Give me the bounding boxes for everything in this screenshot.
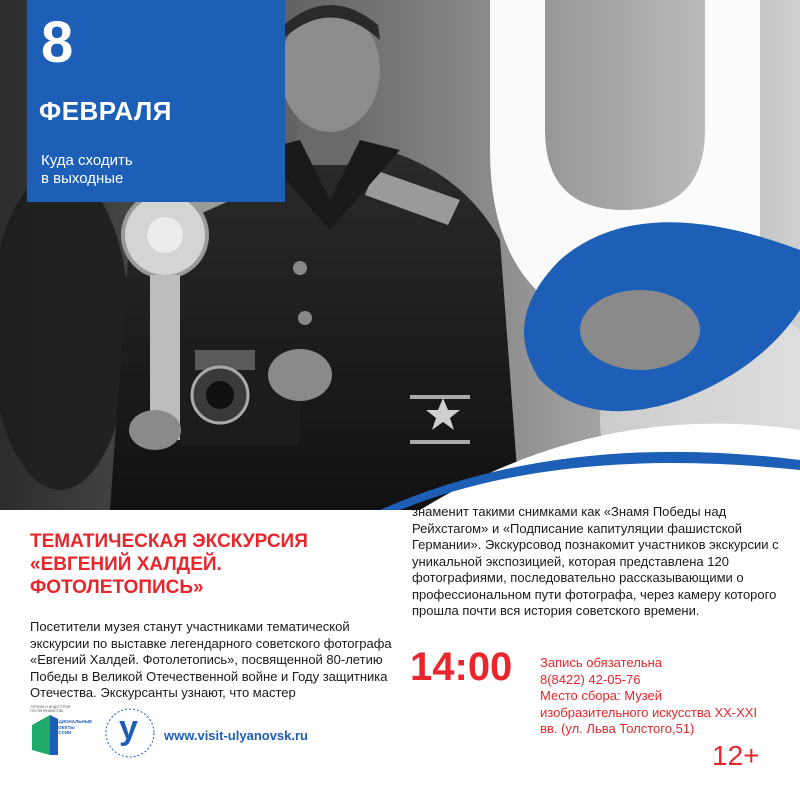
meeting-point-line3: вв. (ул. Льва Толстого,51) bbox=[540, 721, 695, 736]
national-projects-top-text: ТУРИЗМ И ИНДУСТРИЯ ГОСТЕПРИИМСТВА bbox=[30, 705, 71, 713]
date-day: 8 bbox=[41, 10, 74, 75]
event-title-line2: «ЕВГЕНИЙ ХАЛДЕЙ. bbox=[30, 554, 222, 575]
national-projects-logo bbox=[30, 705, 95, 760]
footer-logos bbox=[30, 705, 360, 765]
event-description-right: знаменит такими снимками как «Знамя Победы над Рейхстагом» и «Подписание капитуляции фашистской Германии». Экскурсовод познакомит участников экскурсии с уникальной экспозицией, которая представлена 120 фотографиями, последовательно рассказывающими о профессиональном пути фотографа, через камеру которого прошла почти вся история советского времени. bbox=[412, 504, 779, 618]
meeting-point-line1: Место сбора: Музей bbox=[540, 688, 662, 703]
date-month: ФЕВРАЛЯ bbox=[39, 96, 172, 126]
event-title-line3: ФОТОЛЕТОПИСЬ» bbox=[30, 577, 204, 598]
national-projects-label: НАЦИОНАЛЬНЫЕ ПРОЕКТЫ РОССИИ bbox=[52, 719, 93, 735]
meeting-point-line2: изобразительного искусства XX-XXI bbox=[540, 704, 758, 720]
registration-required: Запись обязательна bbox=[540, 655, 662, 670]
date-panel bbox=[27, 0, 285, 202]
tourist-center-logo bbox=[102, 705, 158, 761]
event-time: 14:00 bbox=[410, 645, 513, 689]
date-subtitle bbox=[41, 152, 241, 188]
date-subtitle-line1: Куда сходить bbox=[41, 152, 133, 169]
event-title-line1: ТЕМАТИЧЕСКАЯ ЭКСКУРСИЯ bbox=[30, 531, 308, 552]
date-subtitle-line2: в выходные bbox=[41, 170, 124, 187]
website-link[interactable]: www.visit-ulyanovsk.ru bbox=[164, 728, 309, 743]
registration-info bbox=[540, 655, 790, 738]
event-title bbox=[30, 530, 370, 599]
tourist-center-letter: у bbox=[119, 709, 138, 747]
registration-phone[interactable]: 8(8422) 42-05-76 bbox=[540, 671, 641, 687]
event-description-left: Посетители музея станут участниками тематической экскурсии по выставке легендарного советского фотографа «Евгений Халдей. Фотолетопись», посвященной 80-летию Победы в Великой Отечественной войне и Году защитника Отечества. Экскурсанты узнают, что мастер bbox=[30, 619, 392, 700]
age-rating-badge: 12+ bbox=[712, 740, 760, 771]
